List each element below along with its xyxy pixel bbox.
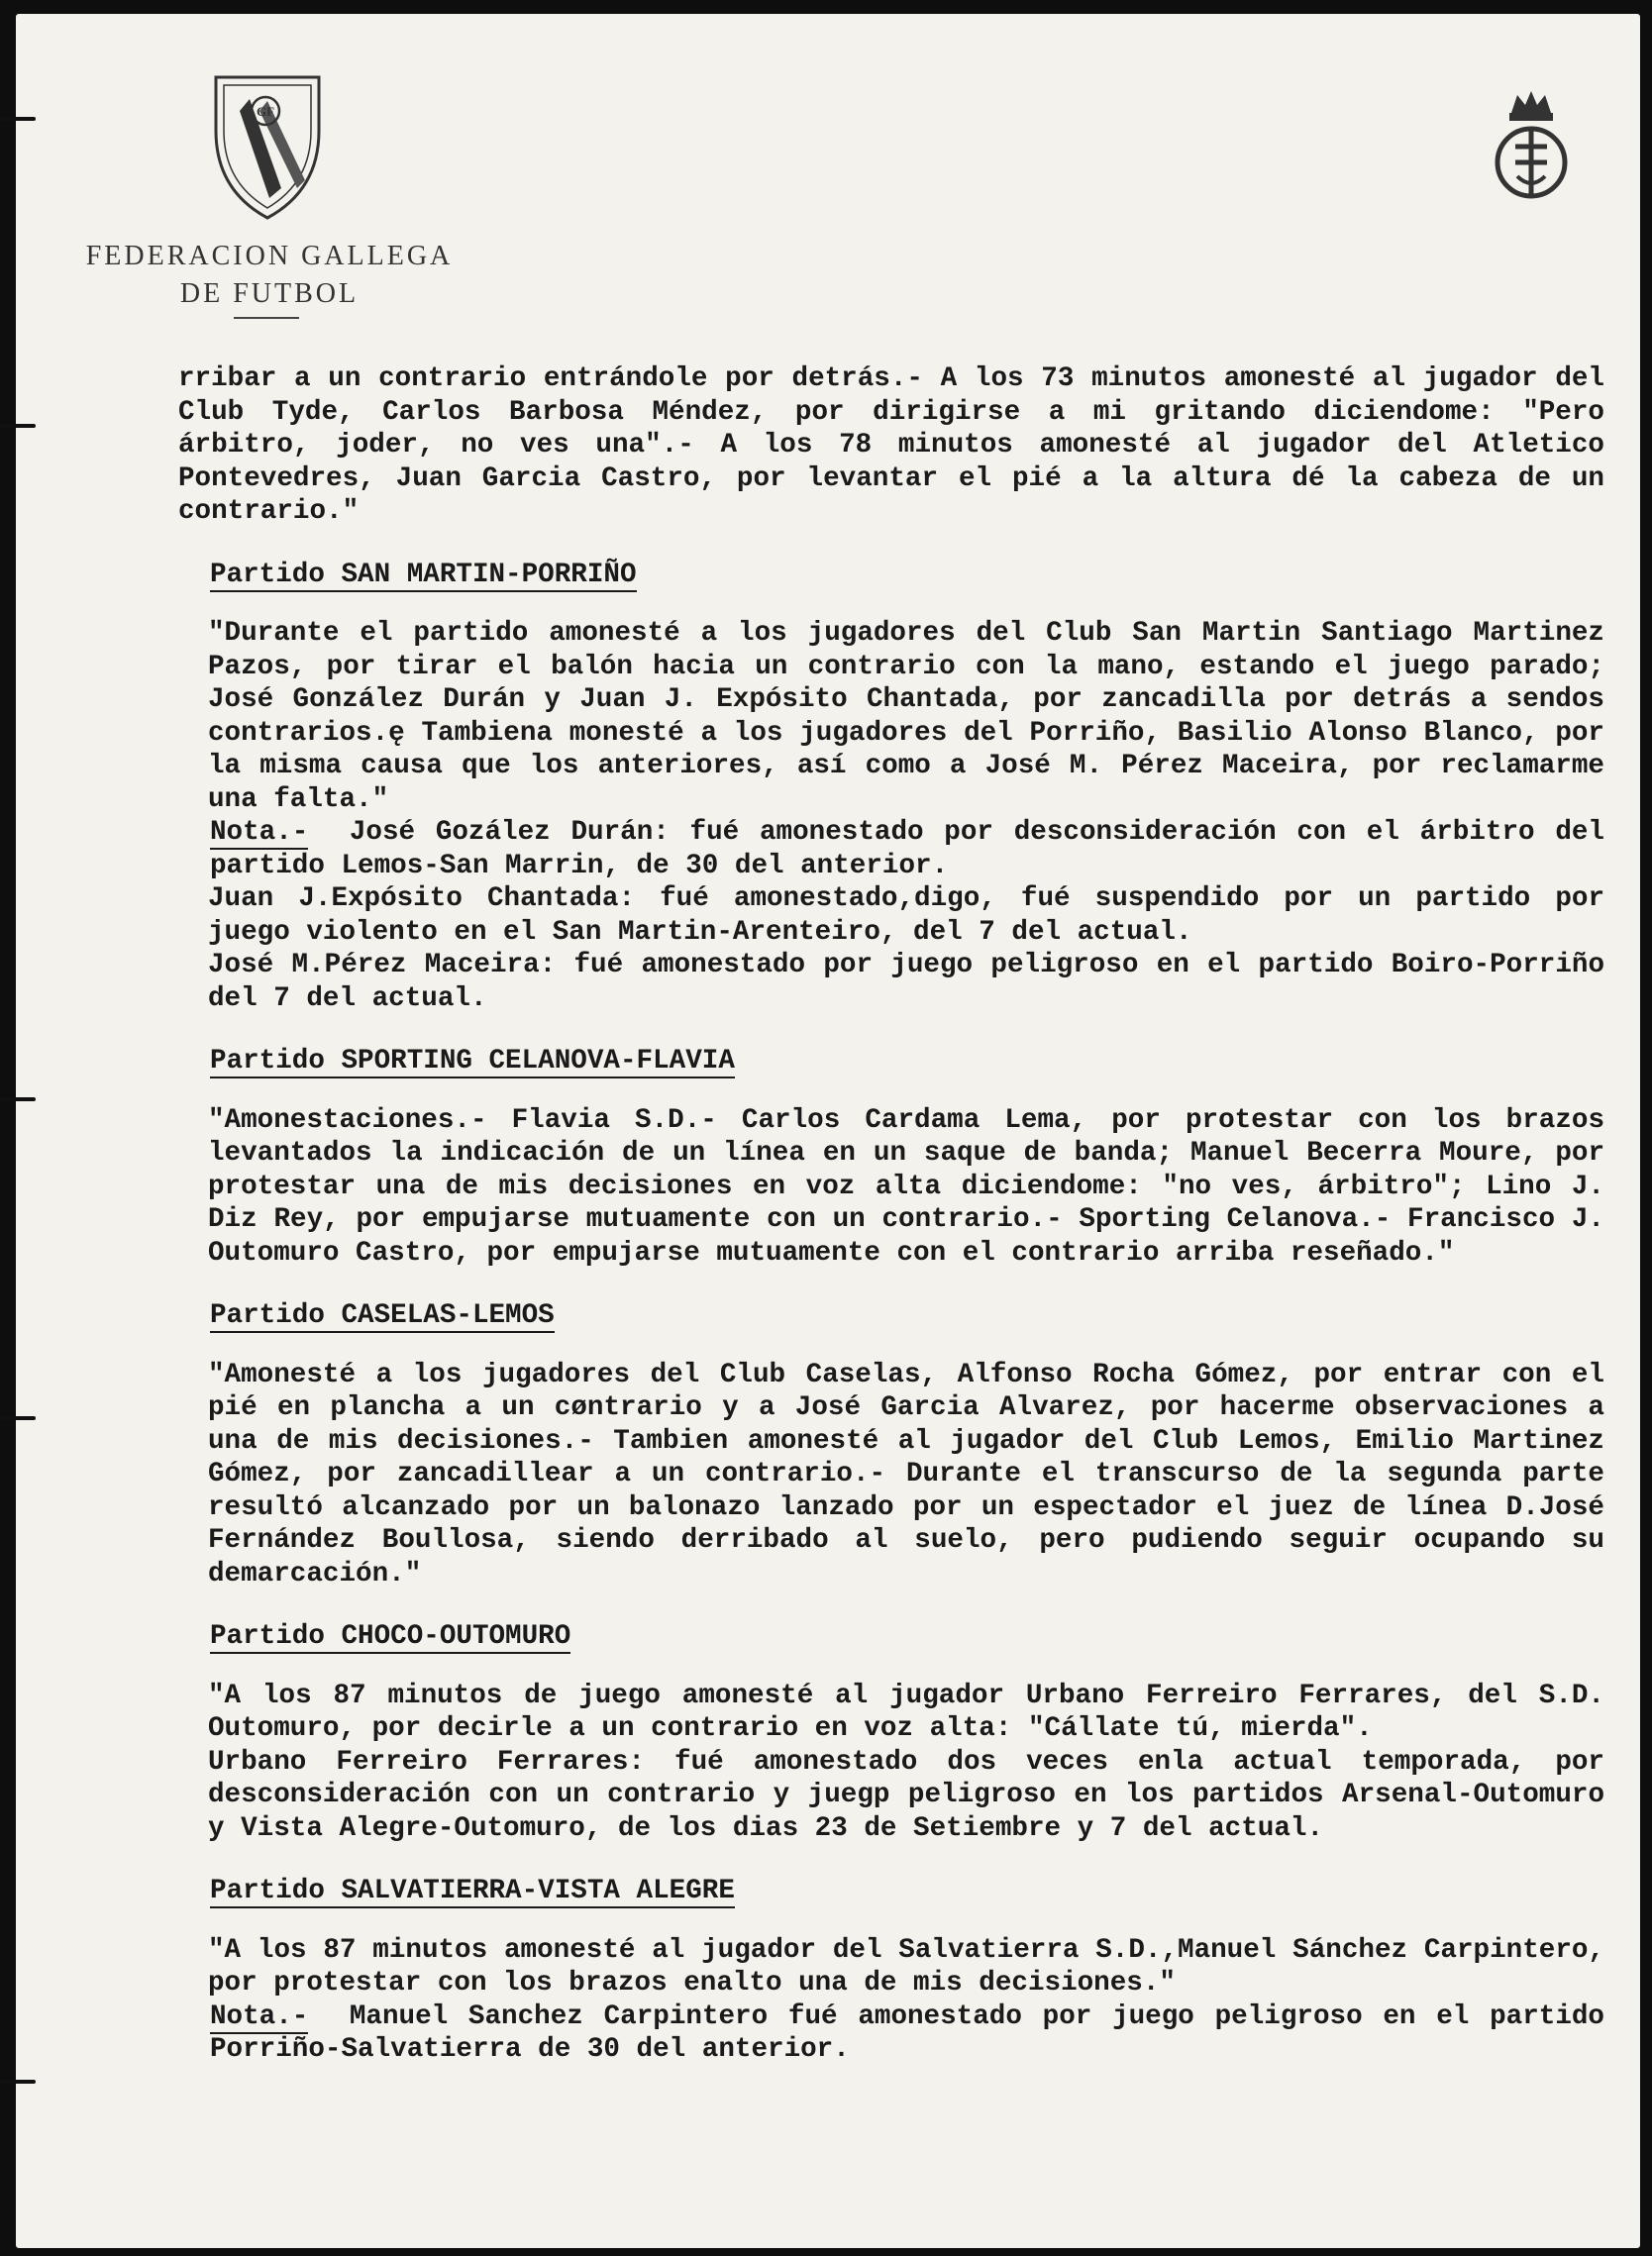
report-body bbox=[178, 362, 1604, 2067]
punch-hole-mark bbox=[0, 117, 36, 121]
match-report-choco-outomuro: "A los 87 minutos de juego amonesté al jugador Urbano Ferreiro Ferrares, del S.D. Outomuro, por decirle a un contrario en voz alta: "Cállate tú, mierda". bbox=[208, 1680, 1604, 1744]
match-heading-choco-outomuro: Partido CHOCO-OUTOMURO bbox=[210, 1621, 571, 1652]
nota-line: José M.Pérez Maceira: fué amonestado por juego peligroso en el partido Boiro-Porriño del 7 del actual. bbox=[208, 950, 1604, 1014]
match-heading-sporting-celanova-flavia: Partido SPORTING CELANOVA-FLAVIA bbox=[210, 1046, 735, 1077]
match-report-sporting-celanova-flavia: "Amonestaciones.- Flavia S.D.- Carlos Cardama Lema, por protestar con los brazos levantados la indicación de un línea en un saque de banda; Manuel Becerra Moure, por protestar una de mis decisiones en voz alta diciendome: "no ves, árbitro"; Lino J. Diz Rey, por empujarse mutuamente con un contrario.- Sporting Celanova.- Francisco J. Outomuro Castro, por empujarse mutuamente con el contrario arriba reseñado." bbox=[208, 1104, 1604, 1269]
federation-shield-icon bbox=[210, 71, 325, 222]
federation-name bbox=[61, 238, 477, 313]
match-report-caselas-lemos: "Amonesté a los jugadores del Club Caselas, Alfonso Rocha Gómez, por entrar con el pié en plancha a un cøntrario y a José Garcia Alvarez, por hacerme observaciones a una de mis decisiones.- Tambien amonesté al jugador del Club Lemos, Emilio Martinez Gómez, por zancadillear a un contrario.- Durante el transcurso de la segunda parte resultó alcanzado por un balonazo lanzado por un espectador el juez de línea D.José Fernández Boullosa, siendo derribado al suelo, pero pudiendo seguir ocupando su demarcación." bbox=[208, 1359, 1604, 1589]
punch-hole-mark bbox=[0, 424, 36, 428]
intro-paragraph: rribar a un contrario entrándole por detrás.- A los 73 minutos amonesté al jugador del Club Tyde, Carlos Barbosa Méndez, por dirigirse a mi gritando diciendome: "Pero árbitro, joder, no ves una".- A los 78 minutos amonesté al jugador del Atletico Pontevedres, Juan Garcia Castro, por levantar el pié a la altura dé la cabeza de un contrario." bbox=[178, 363, 1604, 527]
nota-line: José Gozález Durán: fué amonestado por desconsideración con el árbitro del partido Lemos-San Marrin, de 30 del anterior. bbox=[210, 817, 1604, 881]
nota-label: Nota.- bbox=[210, 2000, 309, 2032]
nota-san-martin-porrino bbox=[178, 816, 1604, 882]
nota-label: Nota.- bbox=[210, 817, 309, 848]
federation-name-line2: DE FUTBOL bbox=[179, 278, 360, 309]
match-report-san-martin-porrino: "Durante el partido amonesté a los jugadores del Club San Martin Santiago Martinez Pazos, por tirar el balón hacia un contrario con la mano, estando el juego parado; José González Durán y Juan J. Expósito Chantada, por zancadilla por detrás a sendos contrarios.ę Tambiena monesté a los jugadores del Porriño, Basilio Alonso Blanco, por la misma causa que los anteriores, así como a José M. Pérez Maceira, por reclamarme una falta." bbox=[208, 618, 1604, 815]
punch-hole-mark bbox=[0, 2080, 36, 2084]
header-rule bbox=[234, 317, 299, 319]
punch-hole-mark bbox=[0, 1416, 36, 1420]
svg-text:GF: GF bbox=[256, 104, 275, 119]
nota-line: Juan J.Expósito Chantada: fué amonestado,digo, fué suspendido por un partido por juego violento en el San Martin-Arenteiro, del 7 del actual. bbox=[208, 883, 1604, 948]
punch-hole-mark bbox=[0, 1097, 36, 1101]
match-followup-choco-outomuro: Urbano Ferreiro Ferrares: fué amonestado dos veces enla actual temporada, por desconsideración con un contrario y juegp peligroso en los partidos Arsenal-Outomuro y Vista Alegre-Outomuro, de los dias 23 de Setiembre y 7 del actual. bbox=[208, 1746, 1604, 1844]
nota-line: Manuel Sanchez Carpintero fué amonestado por juego peligroso en el partido Porriño-Salvatierra de 30 del anterior. bbox=[210, 2000, 1604, 2065]
match-report-salvatierra-vista-alegre: "A los 87 minutos amonesté al jugador del Salvatierra S.D.,Manuel Sánchez Carpintero, por protestar con los brazos enalto una de mis decisiones." bbox=[208, 1934, 1604, 1999]
crowned-rfef-emblem-icon bbox=[1488, 87, 1575, 204]
federation-name-line1: FEDERACION GALLEGA bbox=[85, 241, 454, 271]
match-heading-caselas-lemos: Partido CASELAS-LEMOS bbox=[210, 1300, 555, 1331]
nota-salvatierra-vista-alegre bbox=[178, 2000, 1604, 2067]
match-heading-salvatierra-vista-alegre: Partido SALVATIERRA-VISTA ALEGRE bbox=[210, 1876, 735, 1906]
match-heading-san-martin-porrino: Partido SAN MARTIN-PORRIÑO bbox=[210, 559, 637, 590]
